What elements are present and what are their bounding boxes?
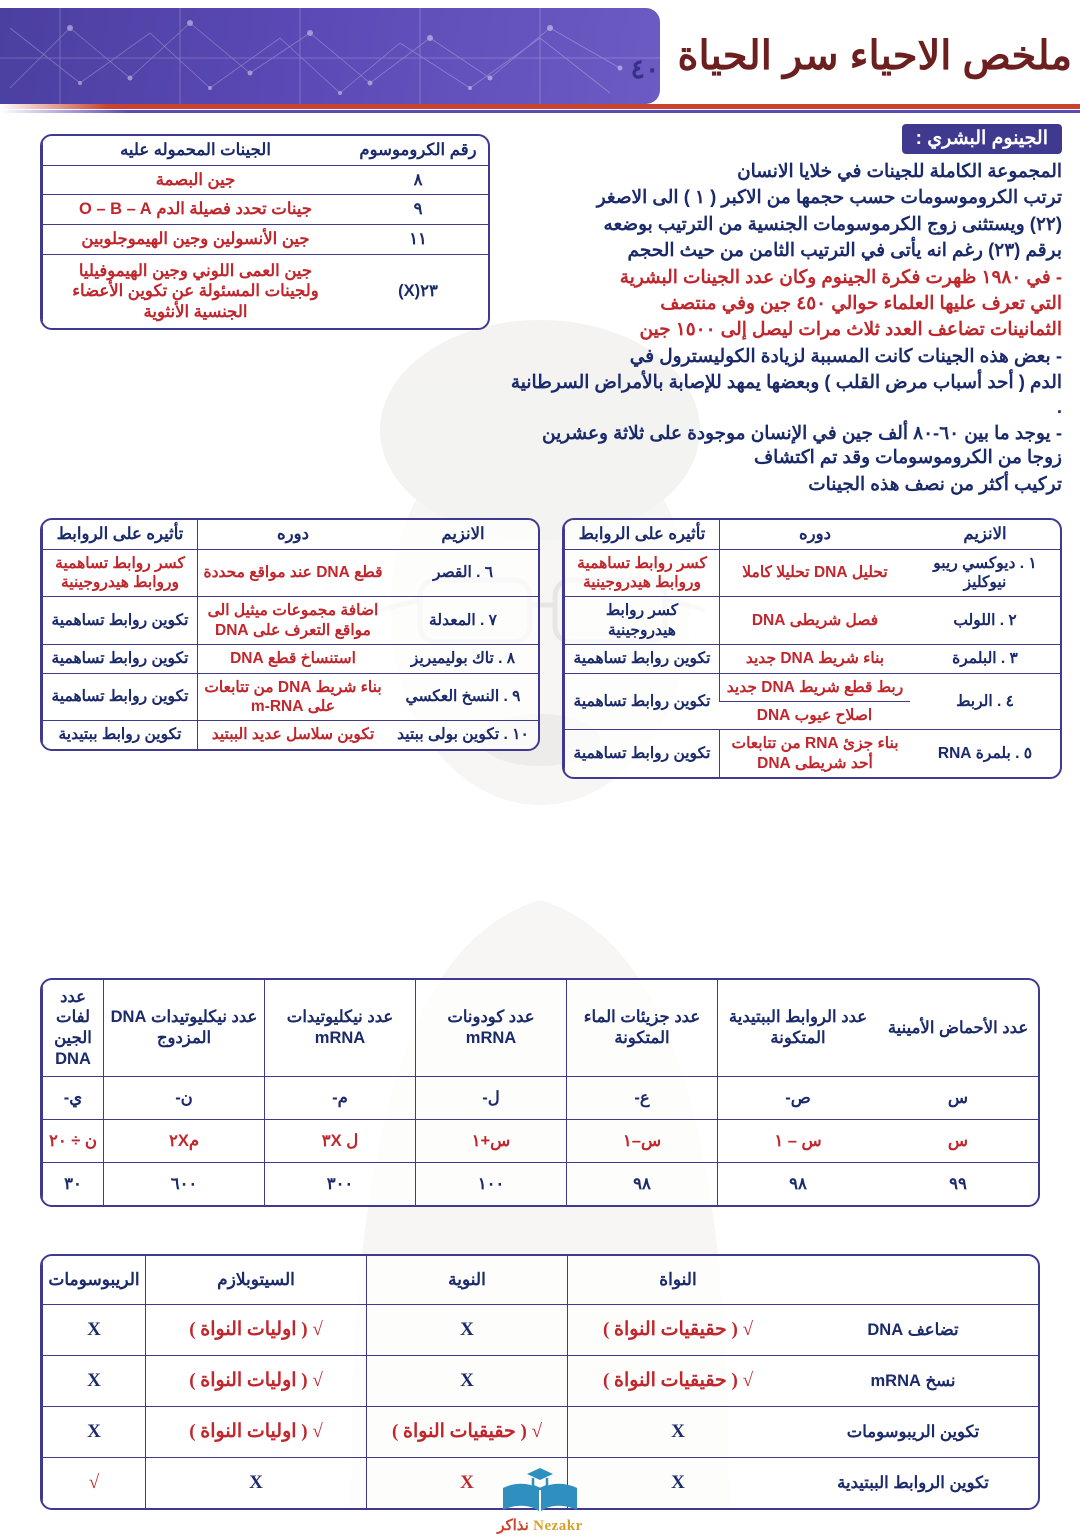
cell-genes: جين البصمة — [42, 166, 348, 196]
cell-value: س — [878, 1120, 1038, 1163]
cell-role: اضافة مجموعات ميثيل الى مواقع التعرف على DNA — [197, 597, 388, 645]
page-header — [0, 0, 1080, 113]
cell-enzyme: ١ . ديوكسي ريبو نيوكليز — [910, 550, 1060, 598]
cell-value: س – ١ — [717, 1120, 878, 1163]
cell-effect: تكوين روابط تساهمية — [564, 645, 719, 673]
header-peptide-bonds: عدد الروابط الببتيدية المتكونة — [717, 980, 878, 1077]
header-ribosomes: الريبوسومات — [42, 1256, 145, 1305]
cell-value: ٩٨ — [717, 1163, 878, 1205]
cell-nucleolus: X — [366, 1305, 567, 1356]
table-row — [42, 1356, 1038, 1407]
brand-latin: Nezakr — [533, 1518, 583, 1534]
table-row — [42, 1163, 1038, 1205]
cell-ribosomes: X — [42, 1305, 145, 1356]
cell-value: م٢X — [103, 1120, 264, 1163]
header-divider — [0, 104, 1080, 109]
cell-nucleolus: √ ( حقيقيات النواة ) — [366, 1407, 567, 1458]
cell-value: ٩٩ — [949, 1174, 967, 1193]
cell-process: تضاعف DNA — [788, 1305, 1038, 1356]
table-row — [42, 1120, 1038, 1163]
cell-nucleus: X — [567, 1407, 788, 1458]
genome-line: برقم (٢٣) رغم انه يأتى في الترتيب الثامن من حيث الحجم — [627, 239, 1062, 261]
molecular-counts-table — [40, 978, 1040, 1207]
cell-chromosome-number: ٢٣(X) — [398, 282, 438, 301]
header-process — [788, 1256, 1038, 1305]
table-row — [564, 674, 1060, 702]
cell-role: تحليل DNA تحليلا كاملا — [719, 550, 910, 598]
header-mrna-nucleotides: عدد نيكليوتيدات mRNA — [264, 980, 415, 1077]
cell-enzyme: ٦ . القصر — [388, 550, 538, 598]
cell-cytoplasm: √ ( اوليات النواة ) — [145, 1305, 366, 1356]
cell-genes: جين الأنسولين وجين الهيموجلوبين — [42, 225, 348, 255]
cell-enzyme: ٧ . المعدلة — [388, 597, 538, 645]
table-header-row — [564, 520, 1060, 550]
cell-effect: كسر روابط تساهمية وروابط هيدروجينية — [564, 550, 719, 598]
header-enzyme: الانزيم — [388, 520, 538, 550]
table-header-row — [42, 1256, 1038, 1305]
genome-line: المجموعة الكاملة للجينات في خلايا الانسان — [737, 160, 1062, 181]
enzymes-table-right — [562, 518, 1062, 779]
table-row — [42, 1077, 1038, 1120]
cell-enzyme: ٤ . الربط — [910, 674, 1060, 731]
table-row — [564, 597, 1060, 645]
genome-line: تركيب أكثر من نصف هذه الجينات — [808, 472, 1062, 494]
enzymes-table-left — [40, 518, 540, 751]
table-row — [564, 550, 1060, 598]
page-number: ٤٠ — [630, 53, 660, 84]
genome-line: - يوجد ما بين ٦٠-٨٠ ألف جين في الإنسان موجودة على ثلاثة وعشرين زوجا من الكروموسومات وقد تم اكتشاف — [542, 422, 1062, 468]
cell-nucleus: √ ( حقيقيات النواة ) — [567, 1356, 788, 1407]
table-row — [42, 597, 538, 645]
cell-value: م- — [264, 1077, 415, 1120]
cell-process: تكوين الروابط الببتيدية — [837, 1473, 989, 1492]
cell-value: ص- — [717, 1077, 878, 1120]
cell-chromosome-number: ٨ — [348, 166, 488, 196]
cell-value: س+١ — [415, 1120, 566, 1163]
chromosome-genes-table — [40, 134, 490, 330]
cell-nucleus: X — [567, 1458, 788, 1508]
cell-value: ٣٠٠ — [264, 1163, 415, 1205]
cell-process: نسخ mRNA — [788, 1356, 1038, 1407]
cell-cytoplasm: √ ( اوليات النواة ) — [145, 1356, 366, 1407]
cell-role: ربط قطع شريط DNA جديد — [719, 674, 910, 702]
page-title: ملخص الاحياء سر الحياة — [677, 34, 1072, 78]
header-nucleolus: النوية — [366, 1256, 567, 1305]
table-row — [42, 550, 538, 598]
cell-role: بناء شريط DNA من تتابعات على m-RNA — [197, 674, 388, 722]
cell-role-secondary: اصلاح عيوب DNA — [719, 702, 910, 730]
cell-value: ٣٠ — [42, 1163, 103, 1205]
cell-effect: تكوين روابط ببتيدية — [42, 721, 197, 748]
table-row — [42, 674, 538, 722]
table-row — [42, 166, 488, 196]
cell-value: ٦٠٠ — [103, 1163, 264, 1205]
cell-role: تكوين سلاسل عديد الببتيد — [197, 721, 388, 748]
book-icon — [497, 1462, 583, 1516]
table-header-row — [42, 520, 538, 550]
table-row — [42, 225, 488, 255]
cell-chromosome-number: ٩ — [348, 195, 488, 225]
footer-brand — [465, 1462, 615, 1535]
header-mrna-codons: عدد كودونات mRNA — [415, 980, 566, 1077]
cell-ribosomes: X — [42, 1356, 145, 1407]
header-gene-turns: عدد لفات الجين DNA — [42, 980, 103, 1077]
cell-value: ل- — [415, 1077, 566, 1120]
cell-process: تكوين الريبوسومات — [788, 1407, 1038, 1458]
header-nucleus: النواة — [567, 1256, 788, 1305]
cell-value: س–١ — [566, 1120, 717, 1163]
cell-value: ن- — [103, 1077, 264, 1120]
brand-name — [465, 1516, 615, 1535]
cell-value: س — [878, 1077, 1038, 1120]
cell-value: ٩٨ — [566, 1163, 717, 1205]
cell-enzyme: ٨ . تاك بوليميريز — [388, 645, 538, 673]
cell-effect: تكوين روابط تساهمية — [42, 674, 197, 722]
table-row — [42, 255, 488, 329]
brand-arabic: نذاكر — [497, 1518, 529, 1534]
genome-line: - بعض هذه الجينات كانت المسببة لزيادة الكوليسترول في — [629, 344, 1062, 366]
table-row — [42, 645, 538, 673]
cell-nucleus: √ ( حقيقيات النواة ) — [567, 1305, 788, 1356]
table-row — [42, 721, 538, 748]
table-header-row — [42, 136, 488, 166]
cell-effect: تكوين روابط تساهمية — [564, 730, 719, 777]
cell-value: ن ÷ ٢٠ — [42, 1120, 103, 1163]
cell-value: ي- — [42, 1077, 103, 1120]
header-bond-effect: تأثيره على الروابط — [42, 520, 197, 550]
cell-genes: جين العمى اللوني وجين الهيموفيليا ولجينات المسئولة عن تكوين الأعضاء الجنسية الأنثوية — [42, 255, 348, 329]
cell-genes: جينات تحدد فصيلة الدم O – B – A — [42, 195, 348, 225]
cell-enzyme: ٣ . البلمرة — [910, 645, 1060, 673]
header-chromosome-number: رقم الكروموسوم — [348, 136, 488, 166]
header-bond-effect: تأثيره على الروابط — [564, 520, 719, 550]
cell-ribosomes: X — [42, 1407, 145, 1458]
genome-section-title: الجينوم البشري : — [902, 124, 1062, 154]
cell-value: ع- — [566, 1077, 717, 1120]
table-row — [42, 1407, 1038, 1458]
cell-enzyme: ٥ . بلمرة RNA — [937, 744, 1033, 762]
cell-value: ١٠٠ — [415, 1163, 566, 1205]
cell-effect: تكوين روابط تساهمية — [564, 674, 719, 731]
table-header-row — [42, 980, 1038, 1077]
table-row — [564, 730, 1060, 777]
cell-role: بناء جزئ RNA من تتابعات أحد شريطى DNA — [719, 730, 910, 777]
cell-enzyme: ٩ . النسخ العكسي — [388, 674, 538, 722]
cell-effect: كسر روابط هيدروجينية — [564, 597, 719, 645]
cell-nucleolus: X — [366, 1458, 567, 1508]
cell-role: قطع DNA عند مواقع محددة — [197, 550, 388, 598]
genome-section — [502, 124, 1062, 498]
cell-effect: تكوين روابط تساهمية — [42, 645, 197, 673]
header-dna-nucleotides: عدد نيكليوتيدات DNA المزدوج — [103, 980, 264, 1077]
cell-nucleolus: X — [366, 1356, 567, 1407]
genome-line: الدم ( أحد أسباب مرض القلب ) وبعضها يمهد للإصابة بالأمراض السرطانية . — [510, 371, 1062, 417]
cell-role: بناء شريط DNA جديد — [719, 645, 910, 673]
header-role: دوره — [719, 520, 910, 550]
cell-cytoplasm: √ ( اوليات النواة ) — [145, 1407, 366, 1458]
cell-effect: تكوين روابط تساهمية — [42, 597, 197, 645]
cell-chromosome-number: ١١ — [348, 225, 488, 255]
header-carried-genes: الجينات المحموله عليه — [42, 136, 348, 166]
header-role: دوره — [197, 520, 388, 550]
cell-enzyme: ٢ . اللولب — [910, 597, 1060, 645]
genome-line: - في ١٩٨٠ ظهرت فكرة الجينوم وكان عدد الجينات البشرية — [619, 265, 1062, 287]
header-divider-secondary — [0, 110, 1080, 113]
header-cytoplasm: السيتوبلازم — [145, 1256, 366, 1305]
cell-role: استنساخ قطع DNA — [197, 645, 388, 673]
cell-value: ل ٣X — [264, 1120, 415, 1163]
genome-line: التي تعرف عليها العلماء حوالي ٤٥٠ جين وفي منتصف — [660, 292, 1062, 314]
cell-cytoplasm: X — [145, 1458, 366, 1508]
cell-role: فصل شريطى DNA — [719, 597, 910, 645]
cell-ribosomes: √ — [42, 1458, 145, 1508]
header-amino-acids: عدد الأحماض الأمينية — [878, 980, 1038, 1077]
genome-line: الثمانينات تضاعف العدد ثلاث مرات ليصل إلى ١٥٠٠ جين — [639, 318, 1062, 340]
table-row — [42, 1305, 1038, 1356]
header-water-molecules: عدد جزيئات الماء المتكونة — [566, 980, 717, 1077]
table-row — [42, 195, 488, 225]
header-enzyme: الانزيم — [910, 520, 1060, 550]
table-row — [564, 645, 1060, 673]
genome-line: (٢٢) ويستثنى زوج الكرموسومات الجنسية من الترتيب بوضعه — [603, 212, 1062, 234]
cell-effect: كسر روابط تساهمية وروابط هيدروجينية — [42, 550, 197, 598]
cell-enzyme: ١٠ . تكوين بولى ببتيد — [397, 726, 529, 744]
genome-line: ترتب الكروموسومات حسب حجمها من الاكبر ( ١ ) الى الاصغر — [596, 186, 1062, 208]
